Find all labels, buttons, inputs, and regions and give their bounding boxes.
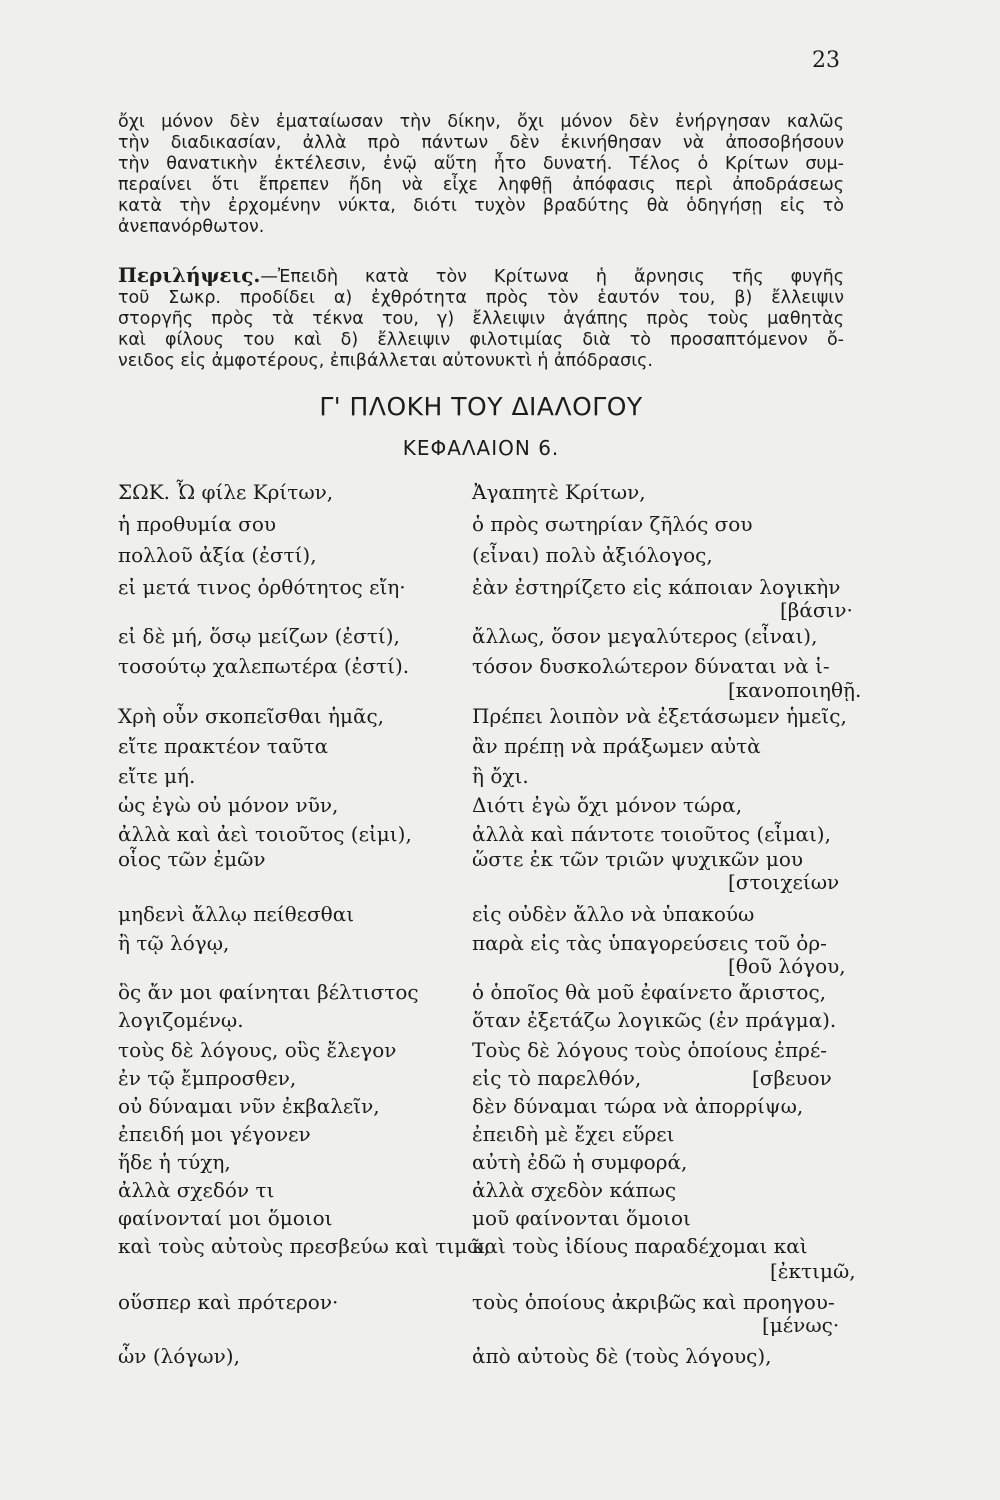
intro-line: τὴν διαδικασίαν, ἀλλὰ πρὸ πάντων δὲν ἐκινήθησαν νὰ ἀποσοβήσουν [118,133,844,153]
summary-line: νειδος εἰς ἀμφοτέρους, ἐπιβάλλεται αὐτονυκτὶ ἡ ἀπόδρασις. [118,351,653,371]
greek-line: ἀλλὰ καὶ ἀεὶ τοιοῦτος (εἰμι), [118,822,412,846]
translation-line: τοὺς ὁποίους ἀκριβῶς καὶ προηγου- [472,1290,835,1314]
greek-line: ἢ τῷ λόγῳ, [118,931,230,955]
greek-line: φαίνονταί μοι ὅμοιοι [118,1206,333,1230]
translation-line: ἄλλως, ὅσον μεγαλύτερος (εἶναι), [472,624,818,648]
translation-line: (εἶναι) πολὺ ἀξιόλογος, [472,543,713,567]
section-title: Γ' ΠΛΟΚΗ ΤΟΥ ΔΙΑΛΟΓΟΥ [319,392,643,421]
summary-first-line-text: —Ἐπειδὴ κατὰ τὸν Κρίτωνα ἡ ἄρνησις τῆς φυγῆς [260,267,844,287]
summary-line: καὶ φίλους του καὶ δ) ἔλλειψιν φιλοτιμίας διὰ τὸ προσαπτόμενον ὄ- [118,330,844,350]
greek-line: οἷος τῶν ἐμῶν [118,847,266,871]
greek-line: τοὺς δὲ λόγους, οὓς ἔλεγον [118,1038,397,1062]
translation-line: ἀπὸ αὐτοὺς δὲ (τοὺς λόγους), [472,1344,772,1368]
translation-line: δὲν δύναμαι τώρα νὰ ἀπορρίψω, [472,1094,804,1118]
translation-line: [σβευον [752,1066,832,1090]
greek-line: οὐ δύναμαι νῦν ἐκβαλεῖν, [118,1094,380,1118]
translation-line: ἢ ὄχι. [472,764,529,788]
translation-line: Πρέπει λοιπὸν νὰ ἐξετάσωμεν ἡμεῖς, [472,704,847,728]
translation-line: ὅταν ἐξετάζω λογικῶς (ἐν πράγμα). [472,1008,837,1032]
greek-line: ἥδε ἡ τύχη, [118,1150,231,1174]
greek-line: καὶ τοὺς αὐτοὺς πρεσβεύω καὶ τιμῶ, [118,1234,490,1258]
translation-line: ὥστε ἐκ τῶν τριῶν ψυχικῶν μου [472,847,804,871]
summary-line: τοῦ Σωκρ. προδίδει α) ἐχθρότητα πρὸς τὸν ἑαυτόν του, β) ἔλλειψιν [118,288,844,308]
greek-line: οὕσπερ καὶ πρότερον· [118,1290,339,1314]
greek-line: εἰ μετά τινος ὀρθότητος εἴη· [118,575,406,599]
translation-line: ἐὰν ἐστηρίζετο εἰς κάποιαν λογικὴν [472,575,841,599]
translation-line: ὁ ὁποῖος θὰ μοῦ ἐφαίνετο ἄριστος, [472,980,827,1004]
translation-line: ἀλλὰ καὶ πάντοτε τοιοῦτος (εἶμαι), [472,822,831,846]
greek-line: λογιζομένῳ. [118,1008,244,1032]
summary-line: στοργῆς πρὸς τὰ τέκνα του, γ) ἔλλειψιν ἀγάπης πρὸς τοὺς μαθητὰς [118,309,844,329]
translation-line: παρὰ εἰς τὰς ὑπαγορεύσεις τοῦ ὀρ- [472,931,827,955]
greek-line: ἐν τῷ ἔμπροσθεν, [118,1066,297,1090]
intro-line: ὄχι μόνον δὲν ἐματαίωσαν τὴν δίκην, ὄχι μόνον δὲν ἐνήργησαν καλῶς [118,112,844,132]
translation-line: αὐτὴ ἐδῶ ἡ συμφορά, [472,1150,688,1174]
translation-line: τόσον δυσκολώτερον δύναται νὰ ἱ- [472,654,830,678]
greek-line: εἴτε μή. [118,764,196,788]
translation-line: Διότι ἐγὼ ὄχι μόνον τώρα, [472,793,743,817]
greek-line: ἀλλὰ σχεδόν τι [118,1178,275,1202]
greek-line: ὧν (λόγων), [118,1344,240,1368]
chapter-title: ΚΕΦΑΛΑΙΟΝ 6. [402,436,560,460]
translation-line: [μένως· [762,1313,840,1337]
greek-line: πολλοῦ ἀξία (ἐστί), [118,543,317,567]
summary-title: Περιλήψεις. [118,263,261,287]
translation-line: [ἐκτιμῶ, [770,1259,856,1283]
translation-line: καὶ τοὺς ἰδίους παραδέχομαι καὶ [472,1234,808,1258]
translation-line: Τοὺς δὲ λόγους τοὺς ὁποίους ἐπρέ- [472,1038,828,1062]
greek-line: ΣΩΚ. Ὦ φίλε Κρίτων, [118,480,334,504]
page-number: 23 [812,48,840,73]
translation-line: [στοιχείων [728,870,840,894]
greek-line: εἴτε πρακτέον ταῦτα [118,734,329,758]
translation-line: Ἀγαπητὲ Κρίτων, [472,480,646,504]
translation-line: [βάσιν· [780,598,853,622]
greek-line: ἡ προθυμία σου [118,512,277,536]
translation-line: [κανοποιηθῇ. [728,678,862,702]
translation-line: ἂν πρέπῃ νὰ πράξωμεν αὐτὰ [472,734,761,758]
translation-line: εἰς οὐδὲν ἄλλο νὰ ὑπακούω [472,902,755,926]
intro-line: τὴν θανατικὴν ἐκτέλεσιν, ἐνῷ αὕτη ἦτο δυνατή. Τέλος ὁ Κρίτων συμ- [118,154,844,174]
intro-line: κατὰ τὴν ἐρχομένην νύκτα, διότι τυχὸν βραδύτης θὰ ὁδηγήσῃ εἰς τὸ [118,196,844,216]
translation-line: ὁ πρὸς σωτηρίαν ζῆλός σου [472,512,753,536]
intro-line: περαίνει ὅτι ἔπρεπεν ἤδη νὰ εἶχε ληφθῇ ἀπόφασις περὶ ἀποδράσεως [118,175,844,195]
translation-line: [θοῦ λόγου, [728,954,846,978]
intro-line: ἀνεπανόρθωτον. [118,217,265,237]
translation-line: μοῦ φαίνονται ὅμοιοι [472,1206,691,1230]
greek-line: τοσούτῳ χαλεπωτέρα (ἐστί). [118,654,410,678]
greek-line: εἰ δὲ μή, ὅσῳ μείζων (ἐστί), [118,624,400,648]
greek-line: ὃς ἄν μοι φαίνηται βέλτιστος [118,980,419,1004]
greek-line: Χρὴ οὖν σκοπεῖσθαι ἡμᾶς, [118,704,385,728]
greek-line: ὡς ἐγὼ οὐ μόνον νῦν, [118,793,339,817]
translation-line: ἐπειδὴ μὲ ἔχει εὕρει [472,1122,675,1146]
translation-line: εἰς τὸ παρελθόν, [472,1066,642,1090]
greek-line: μηδενὶ ἄλλῳ πείθεσθαι [118,902,355,926]
translation-line: ἀλλὰ σχεδὸν κάπως [472,1178,677,1202]
greek-line: ἐπειδή μοι γέγονεν [118,1122,311,1146]
